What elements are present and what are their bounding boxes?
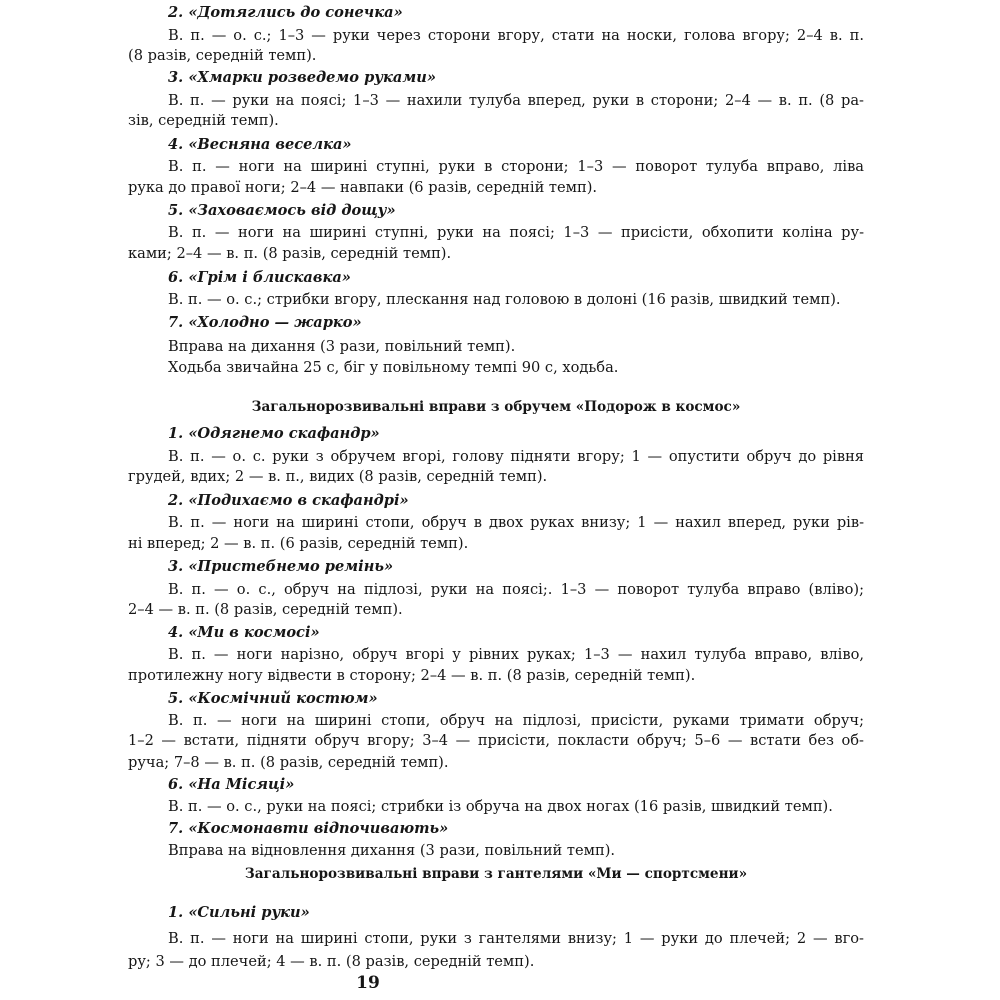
paragraph-line: ні вперед; 2 — в. п. (6 разів, середній темп). [128, 535, 469, 552]
paragraph-line: Вправа на відновлення дихання (3 рази, повільний темп). [168, 842, 616, 859]
paragraph-line: руча; 7–8 — в. п. (8 разів, середній темп). [128, 754, 449, 771]
paragraph-line: (8 разів, середній темп). [128, 47, 317, 64]
exercise-title: 4. «Весняна веселка» [168, 136, 352, 153]
paragraph-line: рука до правої ноги; 2–4 — навпаки (6 разів, середній темп). [128, 179, 598, 196]
paragraph-line: В. п. — о. с., обруч на підлозі, руки на поясі;. 1–3 — поворот тулуба вправо (вліво); [168, 581, 864, 598]
paragraph-line: В. п. — о. с.; стрибки вгору, плескання над головою в долоні (16 разів, швидкий темп). [168, 291, 841, 308]
section-heading: Загальнорозвивальні вправи з гантелями «Ми — спортсмени» [244, 866, 748, 882]
paragraph-line: 2–4 — в. п. (8 разів, середній темп). [128, 601, 403, 618]
paragraph-line: В. п. — руки на поясі; 1–3 — нахили тулуба вперед, руки в сторони; 2–4 — в. п. (8 ра- [168, 92, 864, 109]
paragraph-line: В. п. — о. с. руки з обручем вгорі, голову підняти вгору; 1 — опустити обруч до рівня [168, 448, 864, 465]
exercise-title: 4. «Ми в космосі» [168, 624, 320, 641]
paragraph-line: Ходьба звичайна 25 с, біг у повільному темпі 90 с, ходьба. [168, 359, 619, 376]
paragraph-line: ками; 2–4 — в. п. (8 разів, середній темп). [128, 245, 452, 262]
paragraph-line: В. п. — ноги на ширині стопи, руки з гантелями внизу; 1 — руки до плечей; 2 — вго- [168, 930, 864, 947]
paragraph-line: В. п. — ноги на ширині стопи, обруч на підлозі, присісти, руками тримати обруч; [168, 712, 864, 729]
paragraph-line: В. п. — о. с., руки на поясі; стрибки із обруча на двох ногах (16 разів, швидкий темп). [168, 798, 833, 815]
section-heading: Загальнорозвивальні вправи з обручем «Подорож в космос» [251, 399, 741, 415]
exercise-title: 7. «Холодно — жарко» [168, 314, 362, 331]
exercise-title: 5. «Космічний костюм» [168, 690, 378, 707]
exercise-title: 3. «Пристебнемо ремінь» [168, 558, 394, 575]
paragraph-line: В. п. — ноги на ширині ступні, руки в сторони; 1–3 — поворот тулуба вправо, ліва [168, 158, 864, 175]
exercise-title: 6. «На Місяці» [168, 776, 295, 793]
paragraph-line: В. п. — ноги на ширині ступні, руки на поясі; 1–3 — присісти, обхопити коліна ру- [168, 224, 864, 241]
page-number: 19 [356, 973, 380, 993]
exercise-title: 3. «Хмарки розведемо руками» [168, 69, 436, 86]
exercise-title: 7. «Космонавти відпочивають» [168, 820, 449, 837]
paragraph-line: В. п. — ноги на ширині стопи, обруч в двох руках внизу; 1 — нахил вперед, руки рів- [168, 514, 864, 531]
paragraph-line: В. п. — о. с.; 1–3 — руки через сторони вгору, стати на носки, голова вгору; 2–4 в. п. [168, 27, 864, 44]
exercise-title: 1. «Одягнемо скафандр» [168, 425, 380, 442]
paragraph-line: 1–2 — встати, підняти обруч вгору; 3–4 — присісти, покласти обруч; 5–6 — встати без об- [128, 732, 864, 749]
exercise-title: 6. «Грім і блискавка» [168, 269, 351, 286]
paragraph-line: Вправа на дихання (3 рази, повільний темп). [168, 338, 516, 355]
paragraph-line: В. п. — ноги нарізно, обруч вгорі у рівних руках; 1–3 — нахил тулуба вправо, вліво, [168, 646, 864, 663]
paragraph-line: зів, середній темп). [128, 112, 279, 129]
exercise-title: 2. «Дотяглись до сонечка» [168, 4, 403, 21]
exercise-title: 5. «Заховаємось від дощу» [168, 202, 396, 219]
exercise-title: 1. «Сильні руки» [168, 904, 310, 921]
paragraph-line: протилежну ногу відвести в сторону; 2–4 — в. п. (8 разів, середній темп). [128, 667, 696, 684]
paragraph-line: ру; 3 — до плечей; 4 — в. п. (8 разів, середній темп). [128, 953, 535, 970]
paragraph-line: грудей, вдих; 2 — в. п., видих (8 разів, середній темп). [128, 468, 548, 485]
exercise-title: 2. «Подихаємо в скафандрі» [168, 492, 409, 509]
